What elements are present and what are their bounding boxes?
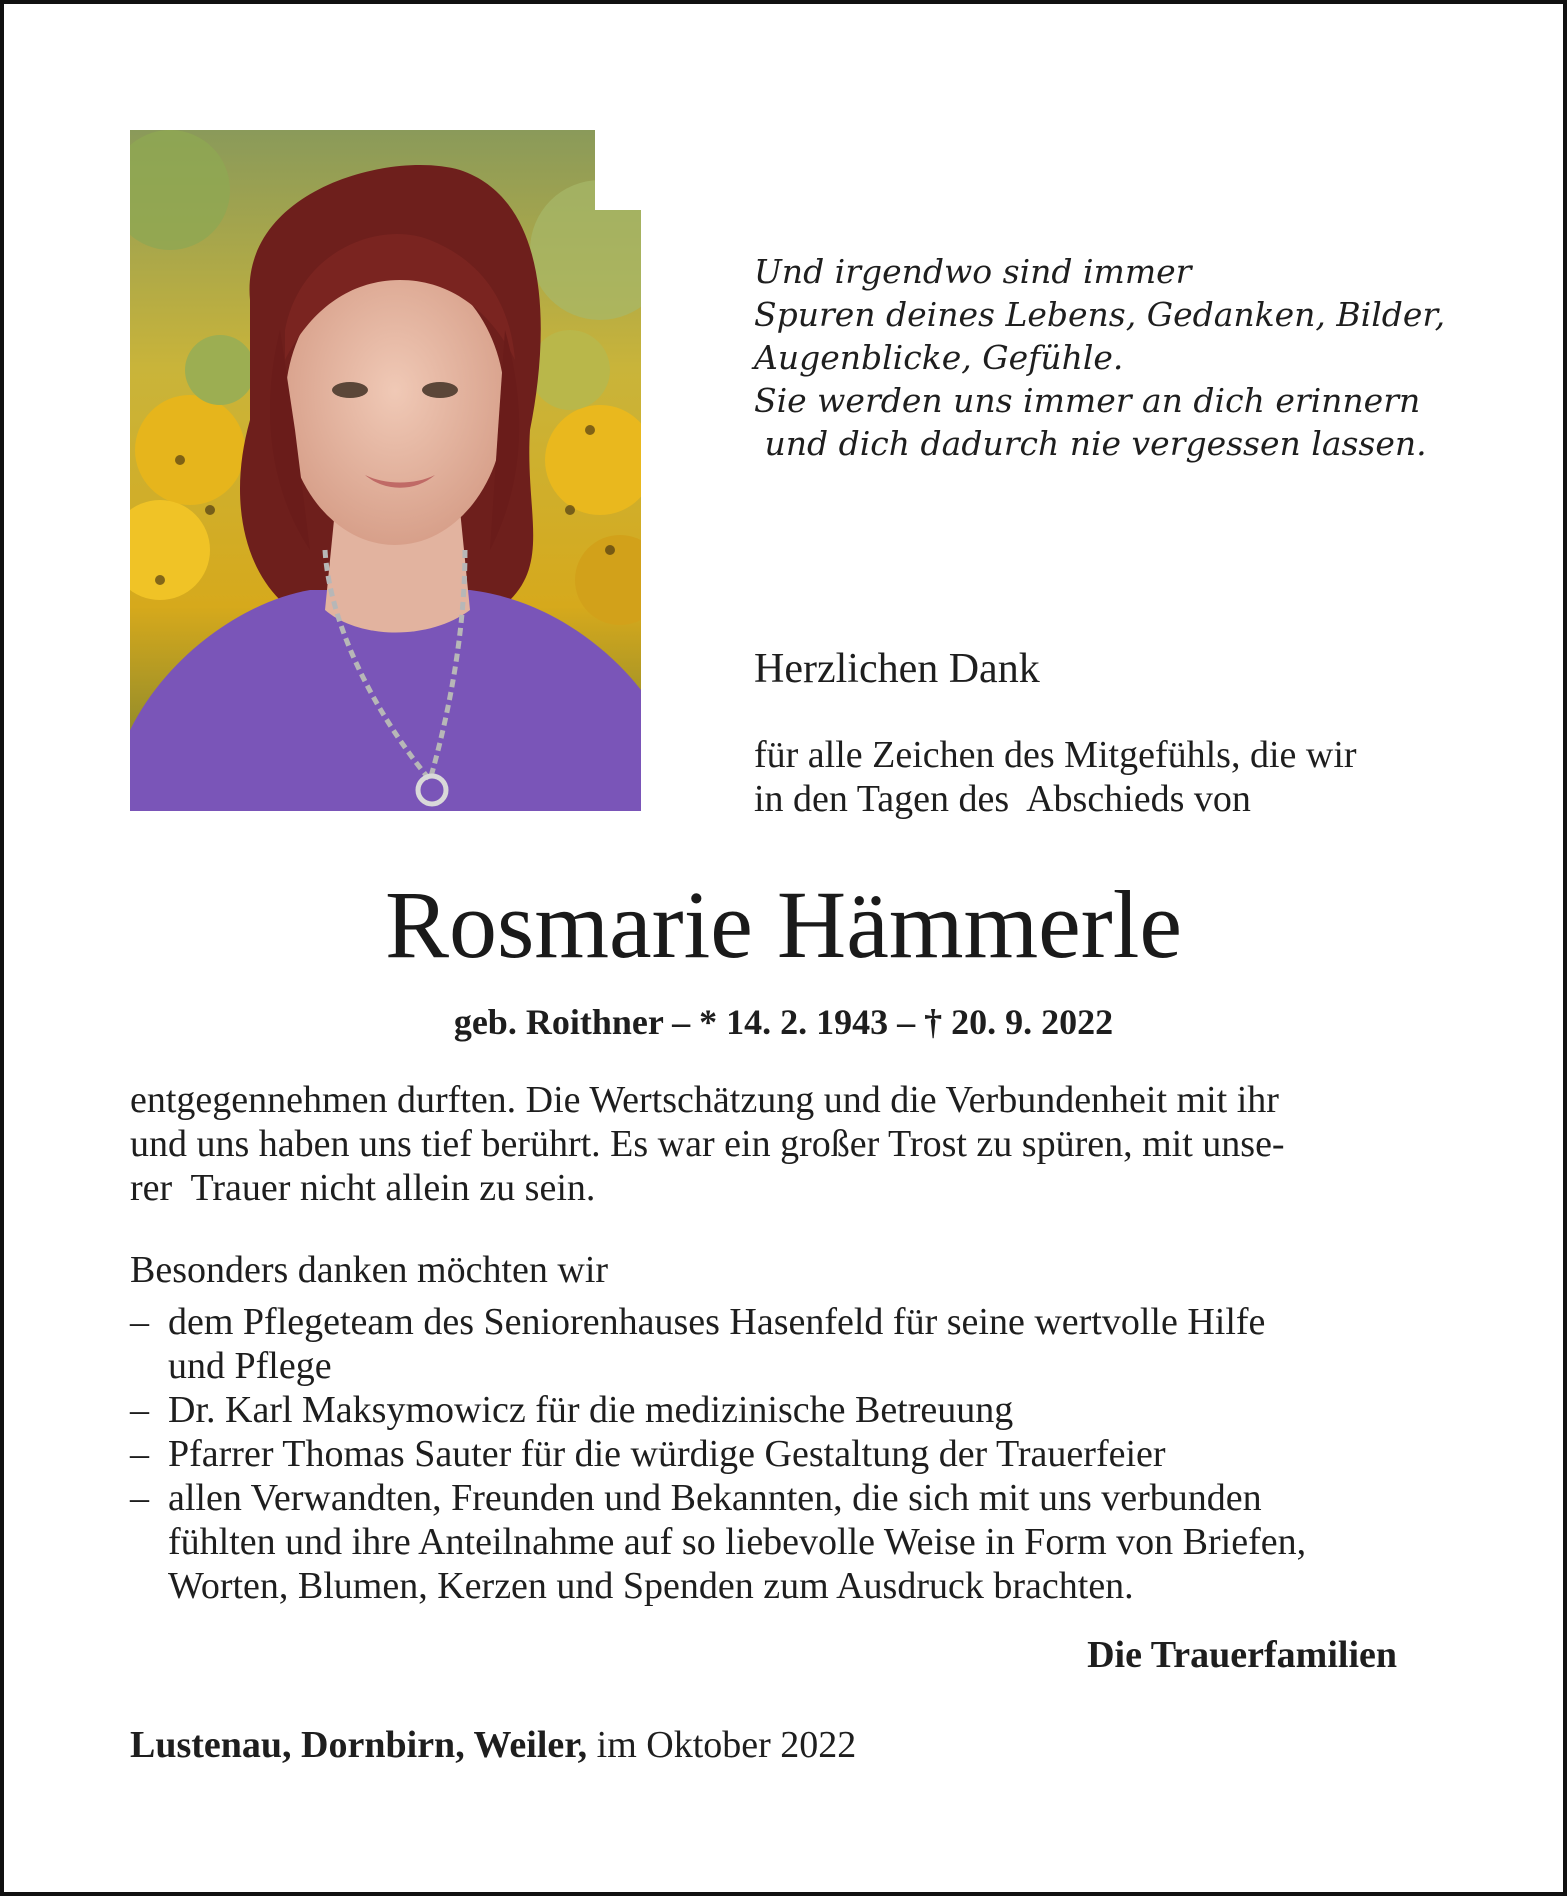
- dash-bullet: –: [130, 1389, 149, 1431]
- thanks-heading: Herzlichen Dank: [754, 646, 1040, 692]
- list-item: [130, 1388, 1306, 1432]
- list-item-line: fühlten und ihre Anteilnahme auf so liebevolle Weise in Form von Briefen,: [168, 1521, 1307, 1563]
- place-and-date: [130, 1722, 856, 1768]
- list-item-line: und Pflege: [168, 1345, 332, 1387]
- deceased-dates: geb. Roithner – * 14. 2. 1943 – † 20. 9. 2022: [453, 1002, 1114, 1042]
- list-item: [130, 1300, 1306, 1388]
- body-line: entgegennehmen durften. Die Wertschätzung und die Verbundenheit mit ihr: [130, 1079, 1279, 1121]
- dash-bullet: –: [130, 1433, 149, 1475]
- special-thanks-list: [130, 1300, 1306, 1608]
- list-item: [130, 1476, 1306, 1608]
- poem-line: Sie werden uns immer an dich erinnern: [754, 381, 1421, 420]
- dash-bullet: –: [130, 1301, 149, 1343]
- special-thanks-intro: Besonders danken möchten wir: [130, 1249, 609, 1291]
- list-item: [130, 1432, 1306, 1476]
- poem-line: Und irgendwo sind immer: [754, 252, 1192, 291]
- thanks-intro: [754, 733, 1357, 821]
- portrait-photo: [130, 130, 641, 811]
- poem-line: und dich dadurch nie vergessen lassen.: [754, 424, 1427, 463]
- date: im Oktober 2022: [587, 1724, 857, 1766]
- deceased-name: Rosmarie Hämmerle: [384, 871, 1183, 978]
- signature: Die Trauerfamilien: [1087, 1634, 1397, 1676]
- places: Lustenau, Dornbirn, Weiler,: [130, 1724, 588, 1766]
- thanks-body: [130, 1078, 1285, 1210]
- poem-line: Augenblicke, Gefühle.: [754, 338, 1124, 377]
- dash-bullet: –: [130, 1477, 149, 1519]
- body-line: rer Trauer nicht allein zu sein.: [130, 1167, 596, 1209]
- memorial-poem: [754, 250, 1445, 465]
- poem-line: Spuren deines Lebens, Gedanken, Bilder,: [754, 295, 1446, 334]
- list-item-line: allen Verwandten, Freunden und Bekannten, die sich mit uns verbunden: [168, 1477, 1262, 1519]
- list-item-line: Worten, Blumen, Kerzen und Spenden zum Ausdruck brachten.: [168, 1565, 1134, 1607]
- body-line: und uns haben uns tief berührt. Es war ein großer Trost zu spüren, mit unse-: [130, 1123, 1285, 1165]
- thanks-intro-line: in den Tagen des Abschieds von: [754, 778, 1251, 820]
- list-item-line: dem Pflegeteam des Seniorenhauses Hasenfeld für seine wertvolle Hilfe: [168, 1301, 1266, 1343]
- thanks-intro-line: für alle Zeichen des Mitgefühls, die wir: [754, 734, 1357, 776]
- list-item-line: Dr. Karl Maksymowicz für die medizinische Betreuung: [168, 1389, 1014, 1431]
- list-item-line: Pfarrer Thomas Sauter für die würdige Gestaltung der Trauerfeier: [168, 1433, 1166, 1475]
